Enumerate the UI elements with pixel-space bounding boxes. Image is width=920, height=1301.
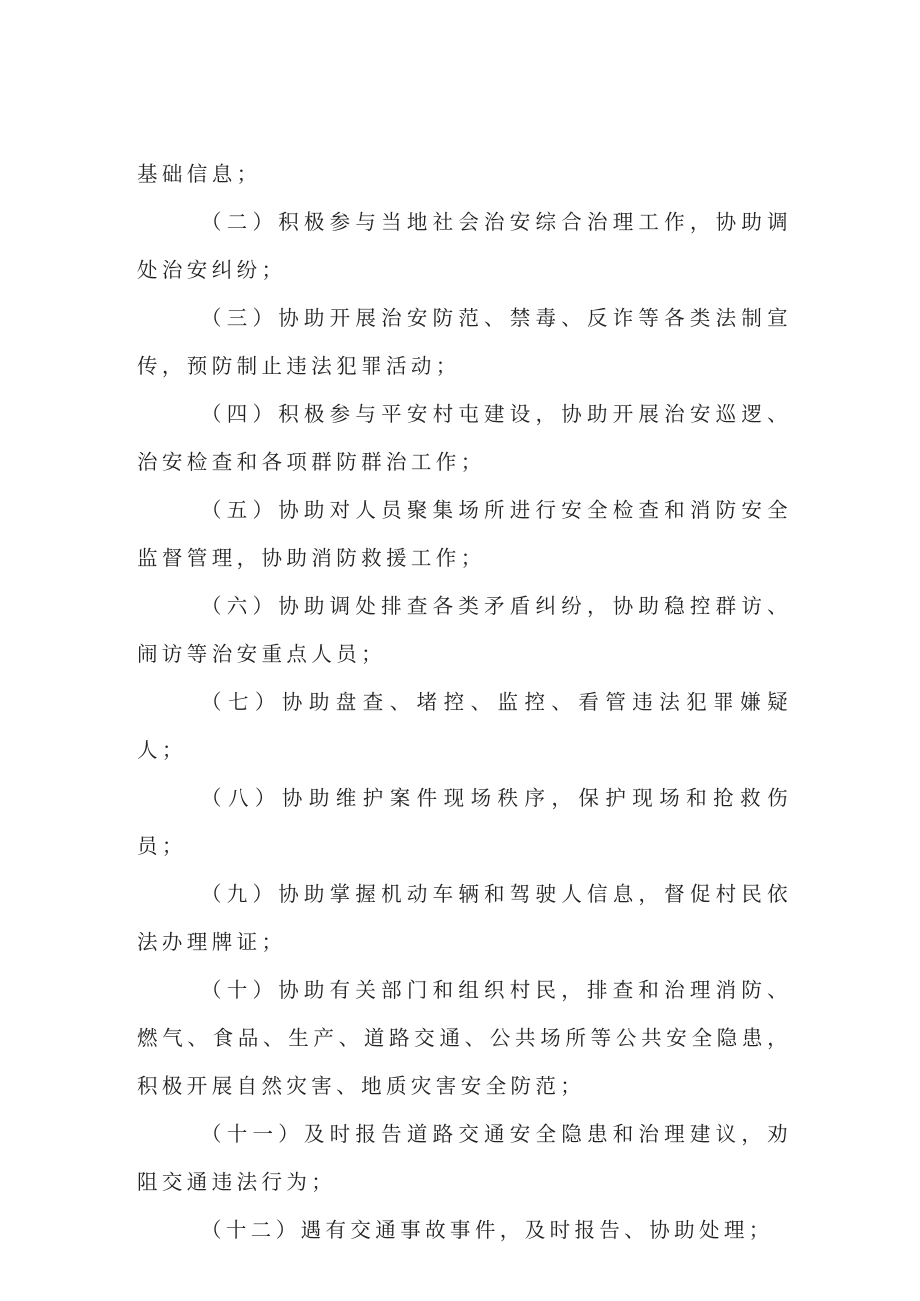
paragraph-continuation: 基础信息；	[137, 162, 262, 186]
paragraph-item-9: （九）协助掌握机动车辆和驾驶人信息，督促村民依法办理牌证；	[137, 882, 792, 954]
paragraph-item-12: （十二）遇有交通事故事件，及时报告、协助处理；	[201, 1218, 774, 1242]
paragraph-item-7: （七）协助盘查、堵控、监控、看管违法犯罪嫌疑人；	[137, 690, 792, 762]
paragraph-item-11: （十一）及时报告道路交通安全隐患和治理建议，劝阻交通违法行为；	[137, 1122, 792, 1194]
paragraph-item-6: （六）协助调处排查各类矛盾纠纷，协助稳控群访、闹访等治安重点人员；	[137, 594, 792, 666]
paragraph-item-5: （五）协助对人员聚集场所进行安全检查和消防安全监督管理，协助消防救援工作；	[137, 498, 792, 570]
paragraph-item-8: （八）协助维护案件现场秩序，保护现场和抢救伤员；	[137, 786, 792, 858]
paragraph-item-10: （十）协助有关部门和组织村民，排查和治理消防、燃气、食品、生产、道路交通、公共场所等公共安全隐患，积极开展自然灾害、地质灾害安全防范；	[137, 978, 792, 1098]
paragraph-item-4: （四）积极参与平安村屯建设，协助开展治安巡逻、治安检查和各项群防群治工作；	[137, 402, 792, 474]
paragraph-item-3: （三）协助开展治安防范、禁毒、反诈等各类法制宣传，预防制止违法犯罪活动；	[137, 306, 792, 378]
document-body	[137, 150, 792, 1254]
paragraph-item-2: （二）积极参与当地社会治安综合治理工作，协助调处治安纠纷；	[137, 210, 792, 282]
